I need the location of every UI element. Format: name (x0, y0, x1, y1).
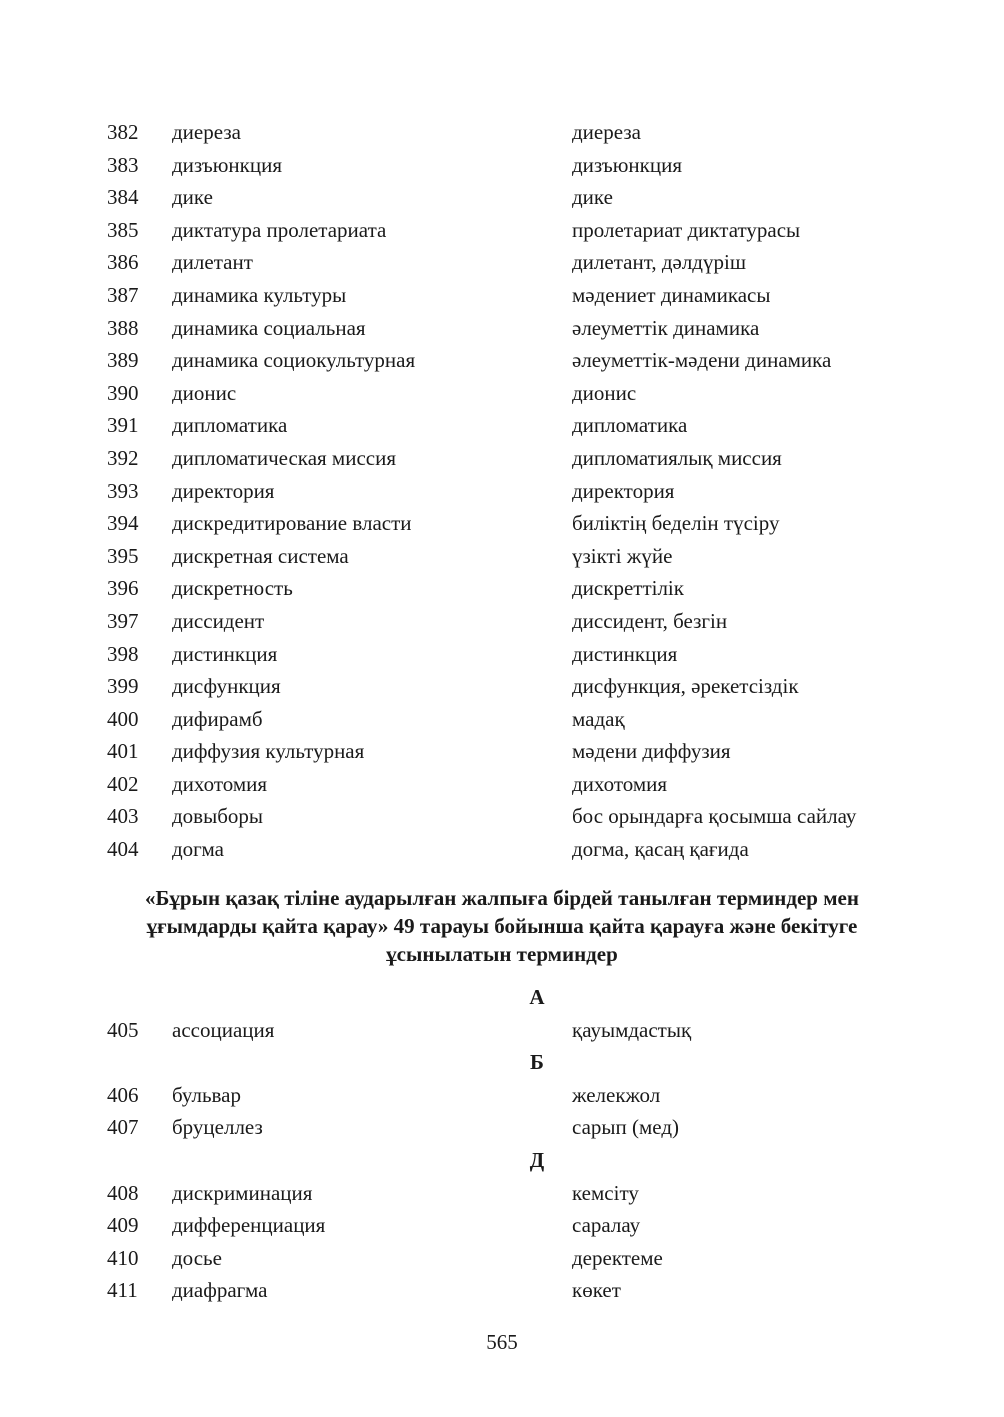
section-heading (100, 884, 904, 968)
term-row (0, 377, 1004, 410)
term-russian: дипломатика (172, 413, 288, 438)
term-russian: дискредитирование власти (172, 511, 412, 536)
term-russian: дифирамб (172, 706, 263, 731)
term-kazakh: дионис (572, 380, 637, 405)
term-russian: дионис (172, 380, 237, 405)
term-russian: бульвар (172, 1082, 241, 1107)
term-number: 400 (107, 706, 139, 731)
section-heading-line: ұсынылатын терминдер (386, 942, 618, 966)
term-russian: динамика социокультурная (172, 348, 416, 373)
term-russian: дистинкция (172, 641, 278, 666)
term-russian: дике (172, 185, 213, 210)
term-row (0, 149, 1004, 182)
term-russian: диереза (172, 120, 241, 144)
term-row (0, 181, 1004, 214)
term-kazakh: дискреттілік (572, 576, 684, 601)
term-kazakh: пролетариат диктатурасы (572, 217, 801, 242)
term-kazakh: саралау (572, 1213, 641, 1238)
term-number: 405 (107, 1017, 139, 1042)
term-number: 393 (107, 478, 139, 503)
term-kazakh: әлеуметтік динамика (572, 315, 760, 340)
term-russian: динамика культуры (172, 282, 347, 307)
letter-heading: Б (530, 1050, 544, 1075)
term-row (0, 735, 1004, 768)
section-heading-line: ұғымдарды қайта қарау» 49 тарауы бойынша қайта қарауға және бекітуге (146, 914, 858, 938)
term-row (0, 116, 1004, 149)
term-russian: динамика социальная (172, 315, 366, 340)
section-heading-line: «Бұрын қазақ тіліне аударылған жалпыға бірдей танылған терминдер мен (145, 886, 859, 910)
term-row (0, 279, 1004, 312)
term-row (0, 768, 1004, 801)
term-row (0, 605, 1004, 638)
term-number: 401 (107, 739, 139, 764)
term-kazakh: сарып (мед) (572, 1115, 679, 1140)
term-kazakh: дистинкция (572, 641, 678, 666)
term-kazakh: үзікті жүйе (572, 543, 673, 568)
term-number: 389 (107, 348, 139, 373)
term-kazakh: мәдениет динамикасы (572, 282, 771, 307)
term-kazakh: мадақ (572, 706, 625, 731)
letter-heading: Д (529, 1147, 545, 1172)
term-number: 398 (107, 641, 139, 666)
term-kazakh: деректеме (572, 1245, 663, 1270)
term-row (0, 833, 1004, 866)
term-number: 411 (107, 1278, 138, 1303)
term-number: 402 (107, 771, 139, 796)
term-kazakh: мәдени диффузия (572, 739, 731, 764)
term-number: 385 (107, 217, 139, 242)
term-number: 390 (107, 380, 139, 405)
term-russian: ассоциация (172, 1017, 275, 1042)
revised-term-list (0, 981, 1004, 1307)
term-number: 384 (107, 185, 139, 210)
term-number: 397 (107, 608, 139, 633)
page-number: 565 (486, 1330, 518, 1354)
term-russian: дифференциация (172, 1213, 326, 1238)
term-kazakh: дике (572, 185, 613, 210)
term-russian: диффузия культурная (172, 739, 365, 764)
term-russian: диссидент (172, 608, 265, 633)
term-number: 382 (107, 120, 139, 144)
term-number: 392 (107, 445, 139, 470)
term-row (0, 703, 1004, 736)
term-row (0, 1079, 1004, 1112)
term-number: 409 (107, 1213, 139, 1238)
term-row (0, 1014, 1004, 1047)
term-number: 404 (107, 837, 139, 862)
term-kazakh: дилетант, дәлдүріш (572, 250, 746, 275)
term-kazakh: биліктің беделін түсіру (572, 511, 780, 536)
term-row (0, 1209, 1004, 1242)
term-kazakh: догма, қасаң қағида (572, 837, 749, 862)
term-russian: дискретная система (172, 543, 349, 568)
term-row (0, 409, 1004, 442)
term-row (0, 507, 1004, 540)
term-number: 386 (107, 250, 139, 275)
term-number: 399 (107, 674, 139, 699)
term-row (0, 1177, 1004, 1210)
term-russian: дихотомия (172, 771, 268, 796)
term-row (0, 1274, 1004, 1307)
term-russian: дипломатическая миссия (172, 445, 396, 470)
term-number: 408 (107, 1180, 139, 1205)
term-row (0, 540, 1004, 573)
term-russian: дискриминация (172, 1180, 313, 1205)
term-number: 407 (107, 1115, 139, 1140)
term-row (0, 1242, 1004, 1275)
term-russian: диафрагма (172, 1278, 268, 1303)
term-number: 395 (107, 543, 139, 568)
term-row (0, 800, 1004, 833)
term-russian: дисфункция (172, 674, 281, 699)
term-row (0, 638, 1004, 671)
term-russian: дизъюнкция (172, 152, 282, 177)
term-row (0, 246, 1004, 279)
term-kazakh: диереза (572, 120, 641, 144)
term-kazakh: кемсіту (572, 1180, 639, 1205)
term-kazakh: директория (572, 478, 675, 503)
term-row (0, 1111, 1004, 1144)
term-row (0, 475, 1004, 508)
term-kazakh: әлеуметтік-мәдени динамика (572, 348, 832, 373)
term-number: 394 (107, 511, 139, 536)
term-russian: бруцеллез (172, 1115, 263, 1140)
term-number: 410 (107, 1245, 139, 1270)
term-russian: догма (172, 837, 224, 862)
term-russian: диктатура пролетариата (172, 217, 387, 242)
term-number: 383 (107, 152, 139, 177)
term-russian: довыборы (172, 804, 264, 829)
term-number: 406 (107, 1082, 139, 1107)
term-kazakh: желекжол (572, 1082, 661, 1107)
term-list (0, 116, 1004, 866)
term-kazakh: дисфункция, әрекетсіздік (572, 674, 799, 699)
term-number: 388 (107, 315, 139, 340)
term-row (0, 442, 1004, 475)
term-kazakh: көкет (572, 1278, 621, 1303)
term-kazakh: қауымдастық (572, 1017, 692, 1042)
term-row (0, 344, 1004, 377)
term-kazakh: дипломатиялық миссия (572, 445, 782, 470)
term-russian: дискретность (172, 576, 293, 601)
term-number: 387 (107, 282, 139, 307)
term-row (0, 312, 1004, 345)
term-kazakh: дихотомия (572, 771, 668, 796)
letter-heading: А (529, 985, 545, 1009)
term-kazakh: дипломатика (572, 413, 688, 438)
term-number: 396 (107, 576, 139, 601)
term-number: 391 (107, 413, 139, 438)
term-kazakh: дизъюнкция (572, 152, 682, 177)
term-russian: дилетант (172, 250, 253, 275)
term-russian: досье (172, 1245, 222, 1270)
term-kazakh: диссидент, безгін (572, 608, 728, 633)
term-number: 403 (107, 804, 139, 829)
term-row (0, 214, 1004, 247)
term-kazakh: бос орындарға қосымша сайлау (572, 804, 857, 829)
term-russian: директория (172, 478, 275, 503)
term-row (0, 572, 1004, 605)
term-row (0, 670, 1004, 703)
